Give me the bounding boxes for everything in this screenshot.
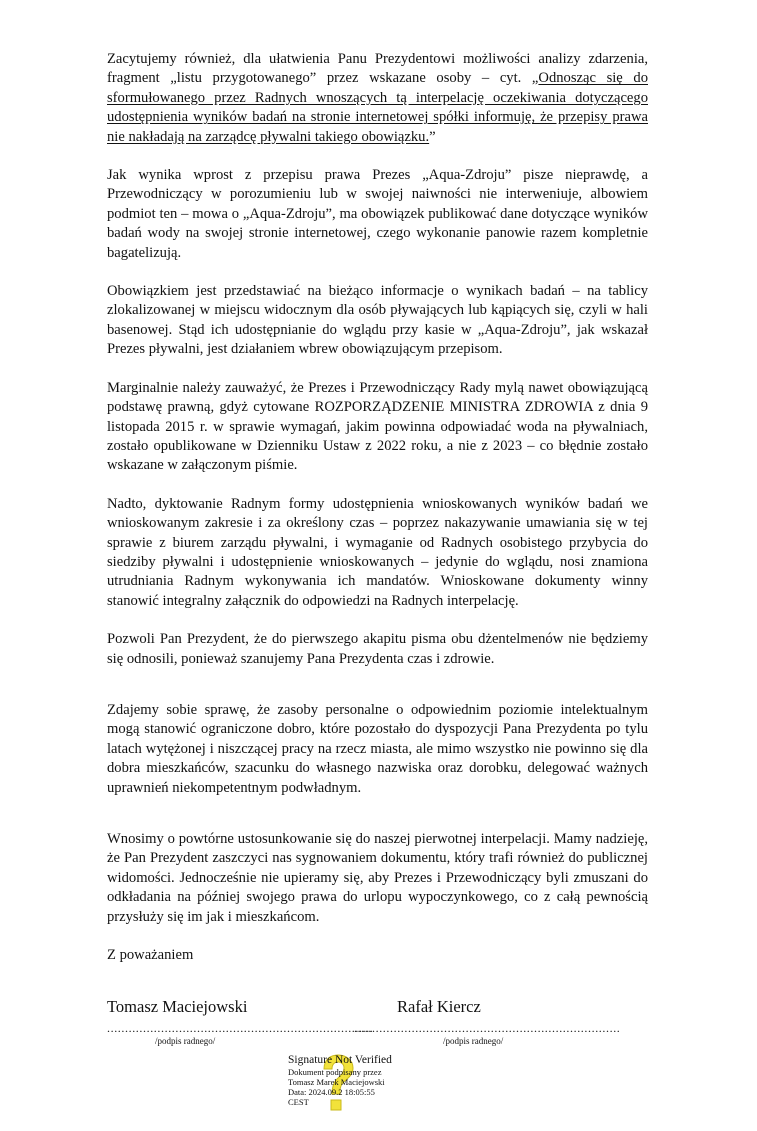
paragraph-3: Obowiązkiem jest przedstawiać na bieżąco informacje o wynikach badań – na tablicy zlokalizowanej w miejscu widocznym dla osób pływających lub kąpiących się, czyli w hali basenowej. Stąd ich udostępnianie do wglądu przy kasie w „Aqua-Zdroju”, jak wskazał Prezes pływalni, jest działaniem wbrew obowiązującym przepisom.	[107, 283, 648, 358]
signature-line-right: ..........................................................................	[354, 1021, 621, 1036]
paragraph-6: Pozwoli Pan Prezydent, że do pierwszego akapitu pisma obu dżentelmenów nie będziemy się odnosili, ponieważ szanujemy Pana Prezydenta czas i zdrowie.	[107, 631, 648, 667]
signatory-left	[107, 997, 374, 1047]
signatory-name-left: Tomasz Maciejowski	[107, 997, 248, 1017]
closing-salutation: Z poważaniem	[107, 947, 194, 964]
signature-detail-line: Tomasz Marek Maciejowski	[288, 1077, 385, 1088]
signature-status: Signature Not Verified	[288, 1054, 392, 1067]
signature-caption-right: /podpis radnego/	[443, 1036, 504, 1047]
quote-close: ”	[429, 128, 436, 145]
quote-intro: Zacytujemy również, dla ułatwienia Panu Prezydentowi możliwości analizy zdarzenia, fragment „listu przygotowanego” przez wskazane osoby – cyt. „	[107, 51, 648, 87]
paragraph-4: Marginalnie należy zauważyć, że Prezes i Przewodniczący Rady mylą nawet obowiązującą podstawę prawną, gdyż cytowane ROZPORZĄDZENIE MINISTRA ZDROWIA z dnia 9 listopada 2015 r. w sprawie wymagań, jakim powinna odpowiadać woda na pływalniach, zostało opublikowane w Dzienniku Ustaw z 2022 roku, a nie z 2023 – co błędnie zostało wskazane w załączonym piśmie.	[107, 379, 648, 474]
signature-text	[288, 1053, 428, 1107]
signatory-name-right: Rafał Kiercz	[397, 997, 481, 1017]
signatories	[107, 997, 648, 1047]
signature-detail-line: CEST	[288, 1097, 309, 1108]
paragraph-quote	[107, 50, 648, 147]
paragraph-5: Nadto, dyktowanie Radnym formy udostępnienia wnioskowanych wyników badań we wnioskowanym zakresie i za określony czas – poprzez nakazywanie umawiania się w tej sprawie z biurem zarządu pływalni, i wymaganie od Radnych osobistego przybycia do siedziby pływalni i udostępnienie wnioskowanych – jedynie do wglądu, nosi znamiona utrudniania Radnym wykonywania ich mandatów. Wnioskowane dokumenty winny stanowić integralny załącznik do odpowiedzi na Radnych interpelację.	[107, 495, 648, 609]
paragraph-8: Wnosimy o powtórne ustosunkowanie się do naszej pierwotnej interpelacji. Mamy nadzieję, że Pan Prezydent zaszczyci nas sygnowaniem dokumentu, który trafi również do publicznej widomości. Jednocześnie nie upieramy się, aby Prezes i Przewodniczący byli zmuszani do odkładania na później swojego prawa do urlopu wypoczynkowego, co z całą pewnością przysłuży się im jak i mieszkańcom.	[107, 831, 648, 925]
signature-detail-line: Dokument podpisany przez	[288, 1067, 382, 1078]
signature-detail-line: Data: 2024.09.2 18:05:55	[288, 1087, 375, 1098]
paragraph-2: Jak wynika wprost z przepisu prawa Prezes „Aqua-Zdroju” pisze nieprawdę, a Przewodniczący w porozumieniu lub w swojej naiwności nie interweniuje, albowiem podmiot ten – mowa o „Aqua-Zdroju”, ma obowiązek publikować dane dotyczące wyników badań wody na swojej stronie internetowej, czego wykonanie panowie razem kompletnie bagatelizują.	[107, 167, 648, 261]
signature-caption-left: /podpis radnego/	[155, 1036, 216, 1047]
paragraph-7: Zdajemy sobie sprawę, że zasoby personalne o odpowiednim poziomie intelektualnym mogą stanowić ograniczone dobro, które pozostało do dyspozycji Pana Prezydenta po tylu latach wytężonej i niszczącej pracy na rzecz miasta, ale mimo wszystko nie powinno się dla dobra mieszkańców, szacunku do własnego nazwiska oraz dorobku, delegować ważnych uprawnień niekompetentnym podwładnym.	[107, 701, 648, 796]
quoted-fragment: Odnosząc się do sformułowanego przez Radnych wnoszących tą interpelację oczekiwania dotyczącego udostępnienia wyników badań na stronie internetowej spółki informuję, że przepisy prawa nie nakładają na zarządcę pływalni takiego obowiązku.	[107, 70, 648, 145]
digital-signature-block[interactable]	[288, 1053, 428, 1111]
signature-line-left: ..........................................................................	[107, 1021, 374, 1036]
signatory-right	[354, 997, 621, 1047]
